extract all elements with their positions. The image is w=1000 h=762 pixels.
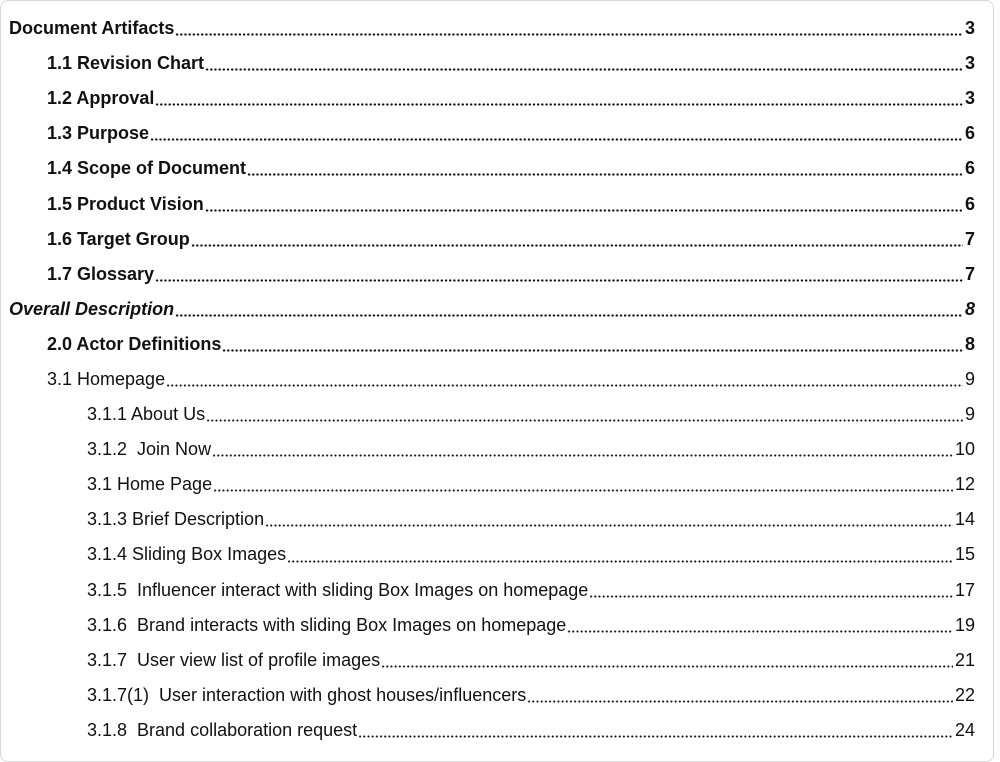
toc-entry[interactable] (1, 573, 1000, 608)
toc-entry-title: 3.1 Home Page (87, 474, 213, 495)
toc-entry[interactable] (1, 186, 1000, 221)
toc-entry-title: 3.1.1 About Us (87, 404, 206, 425)
toc-entry-title: 1.3 Purpose (47, 123, 150, 144)
dot-leader (212, 454, 953, 457)
dot-leader (175, 314, 963, 317)
toc-entry[interactable] (1, 397, 1000, 432)
toc-entry-page: 9 (964, 368, 975, 389)
toc-entry[interactable] (1, 502, 1000, 537)
toc-entry[interactable] (1, 222, 1000, 257)
toc-entry-title: 1.2 Approval (47, 88, 155, 109)
dot-leader (166, 384, 963, 387)
toc-entry-page: 3 (964, 88, 975, 109)
toc-entry-page: 22 (954, 684, 975, 705)
toc-entry-page: 10 (954, 439, 975, 460)
dot-leader (381, 665, 953, 668)
dot-leader (567, 630, 953, 633)
toc-entry-page: 7 (964, 228, 975, 249)
toc-entry[interactable] (1, 81, 1000, 116)
toc-entry[interactable] (1, 608, 1000, 643)
toc-entry[interactable] (1, 116, 1000, 151)
dot-leader (205, 209, 963, 212)
dot-leader (358, 735, 953, 738)
dot-leader (155, 279, 963, 282)
toc-entry-title: 1.1 Revision Chart (47, 53, 205, 74)
toc-entry[interactable] (1, 327, 1000, 362)
dot-leader (265, 524, 953, 527)
toc-entry[interactable] (1, 432, 1000, 467)
toc-entry[interactable] (1, 11, 1000, 46)
dot-leader (175, 33, 963, 36)
toc-entry[interactable] (1, 151, 1000, 186)
toc-entry-title: 1.7 Glossary (47, 263, 155, 284)
dot-leader (155, 103, 963, 106)
toc-entry-title: 3.1.5 Influencer interact with sliding Box Images on homepage (87, 579, 589, 600)
toc-entry[interactable] (1, 643, 1000, 678)
toc-entry[interactable] (1, 713, 1000, 748)
toc-entry-title: 1.6 Target Group (47, 228, 190, 249)
dot-leader (589, 595, 953, 598)
toc-entry-title: 3.1 Homepage (47, 368, 166, 389)
toc-entry[interactable] (1, 467, 1000, 502)
toc-entry-page: 19 (954, 614, 975, 635)
dot-leader (191, 244, 963, 247)
dot-leader (222, 349, 963, 352)
toc-entry[interactable] (1, 537, 1000, 572)
toc-entry-title: 3.1.8 Brand collaboration request (87, 719, 358, 740)
toc-entry-page: 8 (964, 298, 975, 319)
toc-entry-page: 6 (964, 123, 975, 144)
toc-entry[interactable] (1, 292, 1000, 327)
dot-leader (247, 173, 963, 176)
table-of-contents (1, 11, 1000, 748)
toc-entry-title: 3.1.3 Brief Description (87, 509, 265, 530)
toc-entry-page: 9 (964, 404, 975, 425)
toc-entry-page: 7 (964, 263, 975, 284)
toc-entry-page: 14 (954, 509, 975, 530)
toc-entry-page: 24 (954, 719, 975, 740)
toc-entry-title: Overall Description (9, 298, 175, 319)
toc-entry-page: 3 (964, 53, 975, 74)
toc-entry-page: 6 (964, 193, 975, 214)
dot-leader (150, 138, 963, 141)
toc-entry-title: 3.1.4 Sliding Box Images (87, 544, 287, 565)
toc-entry[interactable] (1, 46, 1000, 81)
toc-entry-title: 2.0 Actor Definitions (47, 333, 222, 354)
toc-entry-page: 21 (954, 649, 975, 670)
toc-entry[interactable] (1, 678, 1000, 713)
toc-entry-title: 3.1.6 Brand interacts with sliding Box Images on homepage (87, 614, 567, 635)
toc-entry-title: 3.1.7(1) User interaction with ghost houses/influencers (87, 684, 527, 705)
toc-entry-page: 6 (964, 158, 975, 179)
dot-leader (206, 419, 963, 422)
toc-entry-page: 12 (954, 474, 975, 495)
toc-entry-page: 3 (964, 18, 975, 39)
toc-entry-title: Document Artifacts (9, 18, 175, 39)
toc-entry[interactable] (1, 362, 1000, 397)
toc-entry[interactable] (1, 257, 1000, 292)
dot-leader (213, 489, 953, 492)
toc-entry-title: 3.1.7 User view list of profile images (87, 649, 381, 670)
dot-leader (205, 68, 963, 71)
dot-leader (527, 700, 953, 703)
toc-entry-page: 15 (954, 544, 975, 565)
toc-entry-page: 8 (964, 333, 975, 354)
toc-entry-title: 1.5 Product Vision (47, 193, 204, 214)
dot-leader (287, 560, 953, 563)
toc-entry-page: 17 (954, 579, 975, 600)
toc-entry-title: 3.1.2 Join Now (87, 439, 212, 460)
toc-entry-title: 1.4 Scope of Document (47, 158, 247, 179)
